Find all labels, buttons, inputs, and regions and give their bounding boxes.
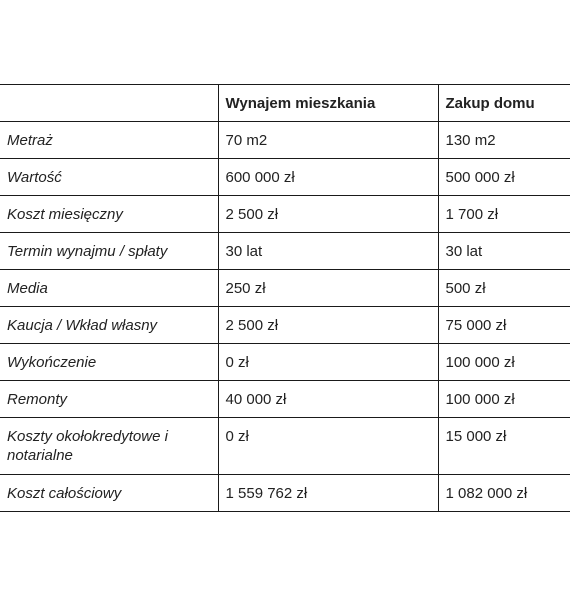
buy-value: 15 000 zł [438, 418, 570, 475]
table-row [0, 159, 570, 196]
table-row [0, 122, 570, 159]
table-row [0, 475, 570, 512]
header-empty-cell [0, 85, 218, 122]
buy-value: 500 zł [438, 270, 570, 307]
row-label: Koszt całościowy [0, 475, 218, 512]
row-label: Wykończenie [0, 344, 218, 381]
rent-value: 250 zł [218, 270, 438, 307]
header-buy-house: Zakup domu [438, 85, 570, 122]
buy-value: 1 700 zł [438, 196, 570, 233]
rent-value: 1 559 762 zł [218, 475, 438, 512]
rent-value: 0 zł [218, 418, 438, 475]
buy-value: 500 000 zł [438, 159, 570, 196]
rent-value: 600 000 zł [218, 159, 438, 196]
table-row [0, 344, 570, 381]
buy-value: 100 000 zł [438, 381, 570, 418]
rent-value: 2 500 zł [218, 196, 438, 233]
rent-value: 2 500 zł [218, 307, 438, 344]
row-label: Remonty [0, 381, 218, 418]
table-row [0, 381, 570, 418]
table-row [0, 418, 570, 475]
buy-value: 130 m2 [438, 122, 570, 159]
buy-value: 30 lat [438, 233, 570, 270]
comparison-table [0, 84, 570, 512]
row-label: Media [0, 270, 218, 307]
row-label: Koszt miesięczny [0, 196, 218, 233]
rent-value: 40 000 zł [218, 381, 438, 418]
header-rent-apartment: Wynajem mieszkania [218, 85, 438, 122]
table-row [0, 233, 570, 270]
row-label: Metraż [0, 122, 218, 159]
table-row [0, 270, 570, 307]
table-row [0, 307, 570, 344]
rent-value: 0 zł [218, 344, 438, 381]
row-label: Termin wynajmu / spłaty [0, 233, 218, 270]
buy-value: 75 000 zł [438, 307, 570, 344]
rent-value: 70 m2 [218, 122, 438, 159]
row-label: Wartość [0, 159, 218, 196]
table-row [0, 196, 570, 233]
table-header-row [0, 85, 570, 122]
row-label: Kaucja / Wkład własny [0, 307, 218, 344]
rent-value: 30 lat [218, 233, 438, 270]
buy-value: 1 082 000 zł [438, 475, 570, 512]
row-label: Koszty okołokredytowe i notarialne [0, 418, 218, 475]
buy-value: 100 000 zł [438, 344, 570, 381]
